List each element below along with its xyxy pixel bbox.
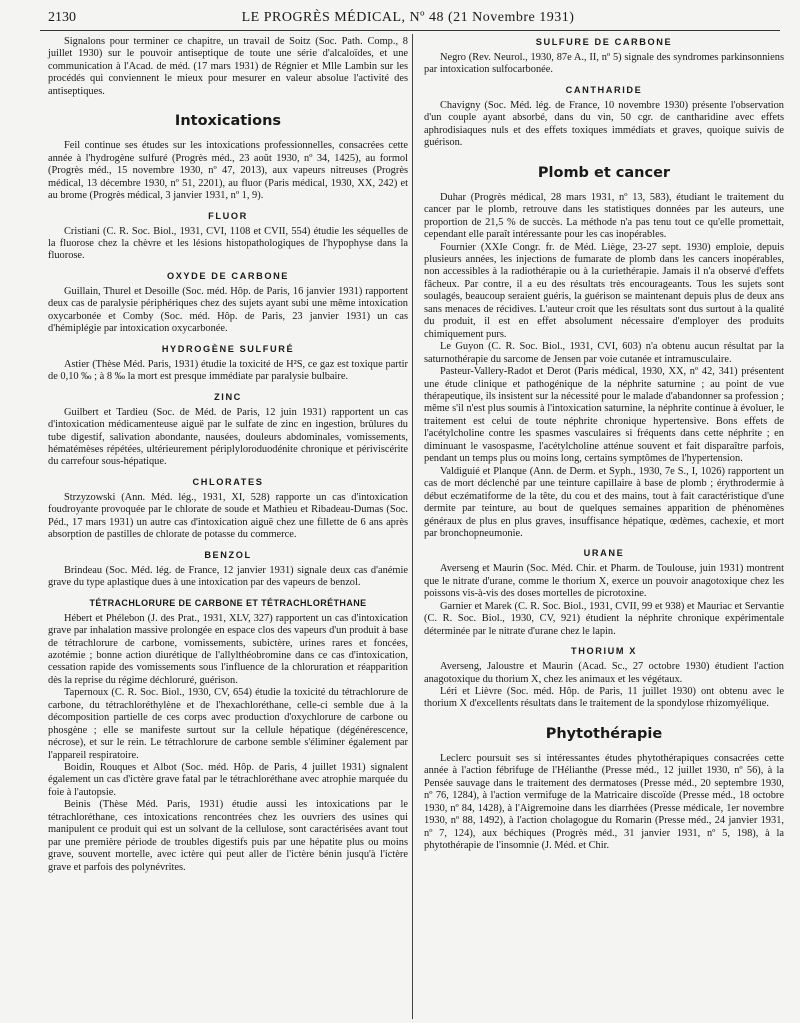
page-number: 2130 [48, 10, 76, 25]
subhead-chlorates: CHLORATES [192, 476, 264, 487]
subhead-cantharide: CANTHARIDE [565, 84, 643, 95]
intoxications-paragraph: Feil continue ses études sur les intoxications professionnelles, consacrées cette année à l'hydrogène sulfuré (Progrès méd., 23 août 1930, nº 34, 1425), au formol (Progrès méd., 15 novembre 1930, nº 47, 2013), aux vapeurs nitreuses (Progrès médical, 13 décembre 1930, nº 51, 2201), au fluor (Paris médical, 1930, XX, 242) et au brome (Progrès médical, 3 janvier 1931, nº 1, 9). [48, 140, 408, 202]
tetrachlorure-paragraph-2: Tapernoux (C. R. Soc. Biol., 1930, CV, 654) étudie la toxicité du tétrachlorure de carbone, du tétrachloréthylène et de l'hexachloréthane, celle-ci semble due à la décomposition partielle de ces corps avec production d'oxychlorure de carbone ou phosgène ; elle se manifeste surtout sur la cellule hépatique (dégénérescence, nécrose), et sur le rein. Le tétrachlorure de carbone semble s'éliminer également par l'appareil respiratoire. [48, 687, 408, 761]
subhead-benzol: BENZOL [204, 549, 252, 560]
journal-title: LE PROGRÈS MÉDICAL, Nº 48 (21 Novembre 1931) [241, 10, 575, 25]
section-title-intoxications: Intoxications [174, 113, 282, 130]
intro-paragraph: Signalons pour terminer ce chapitre, un travail de Soitz (Soc. Path. Comp., 8 juillet 1930) sur le pouvoir antiseptique de toute une série d'alcaloïdes, et une communication à l'Acad. de méd. (17 mars 1931) de Régnier et Mlle Lambin sur les procédés qui conviennent le mieux pour mesurer en valeur absolue l'activité des antiseptiques. [48, 36, 408, 97]
subhead-hydrogene-sulfure: HYDROGÈNE SULFURÉ [161, 343, 295, 354]
left-column [48, 36, 408, 874]
thorium-paragraph-1: Averseng, Jaloustre et Maurin (Acad. Sc., 27 octobre 1930) étudient l'action anagotoxique du thorium X, chez les animaux et les végétaux. [424, 661, 784, 685]
plomb-paragraph-3: Le Guyon (C. R. Soc. Biol., 1931, CVI, 603) n'a obtenu aucun résultat par la saturnothérapie du sarcome de Jensen par voie cutanée et intramusculaire. [424, 341, 784, 365]
header-rule [40, 30, 780, 31]
plomb-paragraph-1: Duhar (Progrès médical, 28 mars 1931, nº 13, 583), étudiant le traitement du cancer par le plomb, retrouve dans les statistiques données par les auteurs, une proportion de 21,5 % de succès. La méthode n'a pas tenu tout ce qu'elle promettait, cependant elle paraît intéressante pour les cas inopérables. [424, 191, 784, 241]
cantharide-paragraph: Chavigny (Soc. Méd. lég. de France, 10 novembre 1930) présente l'observation d'un couple ayant absorbé, dans du vin, 50 cgr. de cantharidine avec effets aphrodisiaques nuls et des effets toxiques immédiats et graves, quoique suivis de guérison. [424, 99, 784, 149]
tetrachlorure-paragraph-3: Boidin, Rouques et Albot (Soc. méd. Hôp. de Paris, 4 juillet 1931) signalent également un cas d'ictère grave fatal par le tétrachloréthane avec atrophie marquée du foie à l'autopsie. [48, 762, 408, 798]
thorium-paragraph-2: Léri et Lièvre (Soc. méd. Hôp. de Paris, 11 juillet 1930) ont obtenu avec le thorium X d'excellents résultats dans le traitement de la spondylose rhizomyélique. [424, 686, 784, 710]
plomb-paragraph-5: Valdiguié et Planque (Ann. de Derm. et Syph., 1930, 7e S., I, 1026) rapportent un cas de mort déclenché par une teinture capillaire à base de plomb ; érythrodermie à début eczématiforme de la tête, du cou et des mains, tout à fait caractéristique d'une dermite par teinture, au bout de quelques semaines apparition de phénomènes généraux de plus en plus graves, insuffisance hépatique, œdèmes, cachexie, et mort par bronchopneumonie. [424, 465, 784, 539]
subhead-fluor: FLUOR [208, 210, 248, 221]
zinc-paragraph: Guilbert et Tardieu (Soc. de Méd. de Paris, 12 juin 1931) rapportent un cas d'intoxication médicamenteuse aiguë par le sulfate de zinc en ingestion, brûlures du tube digestif, salivation abondante, nausées, douleurs abdominales, vomissements, hématémèses répétées, ultérieurement périplyloroduodénite chronique et périviscérite du carrefour sous-hépatique. [48, 406, 408, 468]
fluor-paragraph: Cristiani (C. R. Soc. Biol., 1931, CVI, 1108 et CVII, 554) étudie les séquelles de la fluorose chez la chèvre et les lésions histopathologiques de l'hypophyse dans la fluorose. [48, 225, 408, 262]
chlorates-paragraph: Strzyzowski (Ann. Méd. lég., 1931, XI, 528) rapporte un cas d'intoxication foudroyante provoquée par le chlorate de soude et Mathieu et Ribadeau-Dumas (Soc. Péd., 17 mars 1931) un autre cas d'intoxication aiguë chez une fillette de 6 ans après absorption de pastilles de chlorate de potasse du commerce. [48, 491, 408, 541]
subhead-urane: URANE [583, 548, 625, 559]
plomb-paragraph-2: Fournier (XXIe Congr. fr. de Méd. Liège, 23-27 sept. 1930) emploie, depuis plusieurs années, les injections de fumarate de plomb dans les cancers inopérables, non accessibles à la radiothérapie ou à la curiethérapie. Jamais il n'a observé d'effets fâcheux. Par contre, il a eu des résultats très encourageants. Tous les sujets sont soulagés, beaucoup seraient guéris, la guérison se maintenant depuis plus de deux ans sans menaces de récidives. L'auteur croit que les résultats sont dus surtout à la qualité du produit, il est en effet absolument nécessaire d'employer des produits chimiquement purs. [424, 241, 784, 340]
hydrogene-sulfure-paragraph: Astier (Thèse Méd. Paris, 1931) étudie la toxicité de H²S, ce gaz est toxique partir de 0,10 ‰ ; à 8 ‰ la mort est presque immédiate par paralysie bulbaire. [48, 358, 408, 383]
tetrachlorure-paragraph-1: Hébert et Phélebon (J. des Prat., 1931, XLV, 327) rapportent un cas d'intoxication grave par inhalation massive prolongée en espace clos des vapeurs d'un produit à base de tétrachlorure de carbone, vomissements, subictère, urines rares et foncées, azotémie ; bonne action diurétique de l'allylthéobromine dans ce cas d'intoxication, cessation rapide des vomissements sous l'influence de la chloruration et réapparition dès la reprise du régime déchloruré, guérison. [48, 612, 408, 686]
tetrachlorure-paragraph-4: Beinis (Thèse Méd. Paris, 1931) étudie aussi les intoxications par le tétrachloréthane, ces intoxications rencontrées chez les ouvriers des usines qui manipulent ce produit qui est un solvant de la cellulose, sont caractérisées avant tout par une première période de troubles digestifs puis par une hépatite plus ou moins grave, souvent mortelle, avec ictère qui peut aller de l'ictère bénin jusqu'à l'ictère grave et parfois des polynévrites. [48, 799, 408, 873]
plomb-paragraph-4: Pasteur-Vallery-Radot et Derot (Paris médical, 1930, XX, nº 42, 341) présentent une étude clinique et pathogénique de la néphrite saturnine ; au point de vue thérapeutique, ils insistent sur la nécessité pour le malade d'abandonner sa profession ; même s'il n'est plus soumis à l'intoxication saturnine, la néphrite continue à évoluer, le traitement est celui de toute néphrite chronique hypertensive. Bons effets de l'acétylcholine contre les spasmes vasculaires si fréquents dans cette néphrite ; en diminuant le vasospasme, l'acétylcholine atténue souvent et fait disparaître parfois, pendant un temps plus ou moins long, certains symptômes de l'hypertension. [424, 366, 784, 465]
sulfure-carbone-paragraph: Negro (Rev. Neurol., 1930, 87e A., II, nº 5) signale des syndromes parkinsonniens par intoxication sulfocarbonée. [424, 52, 784, 76]
urane-paragraph-2: Garnier et Marek (C. R. Soc. Biol., 1931, CVII, 99 et 938) et Mauriac et Servantie (C. R. Soc. Biol., 1930, CV, 921) étudient la néphrite chronique expérimentale déterminée par le nitrate d'urane chez le lapin. [424, 600, 784, 637]
column-divider [412, 34, 413, 1019]
running-header [48, 8, 770, 28]
section-title-phytotherapie: Phytothérapie [545, 725, 663, 742]
benzol-paragraph: Brindeau (Soc. Méd. lég. de France, 12 janvier 1931) signale deux cas d'anémie grave du type aplastique dues à une intoxication par des vapeurs de benzol. [48, 564, 408, 589]
urane-paragraph-1: Averseng et Maurin (Soc. Méd. Chir. et Pharm. de Toulouse, juin 1931) montrent que le nitrate d'urane, comme le thorium X, exerce un pouvoir anagotoxique chez les poissons vis-à-vis des doses mortelles de picrotoxine. [424, 563, 784, 600]
subhead-sulfure-carbone: SULFURE DE CARBONE [535, 37, 673, 47]
subhead-zinc: ZINC [214, 391, 242, 402]
subhead-tetrachlorure: TÉTRACHLORURE DE CARBONE ET TÉTRACHLORÉTHANE [89, 597, 367, 608]
oxyde-carbone-paragraph: Guillain, Thurel et Desoille (Soc. méd. Hôp. de Paris, 16 janvier 1931) rapportent deux cas de paralysie périphériques chez des sujets ayant subi une même intoxication oxycarbonée et Comby (Soc. méd. Hôp. de Paris, 23 janvier 1931) un cas d'hémiplégie par intoxication oxycarbonée. [48, 285, 408, 335]
subhead-thorium-x: THORIUM X [571, 646, 637, 657]
subhead-oxyde-carbone: OXYDE DE CARBONE [166, 270, 290, 281]
right-column [424, 36, 784, 853]
phytotherapie-paragraph: Leclerc poursuit ses si intéressantes études phytothérapiques consacrées cette année à l'action fébrifuge de l'Hélianthe (Presse méd., 12 juillet 1930, nº 56), à la Pensée sauvage dans le traitement des dermatoses (Presse méd., 20 septembre 1930, nº 76, 1284), à l'action vermifuge de la Matricaire discoïde (Presse méd., 18 octobre 1930, nº 84, 1428), à l'Aigremoine dans les diarrhées (Presse médicale, 1er novembre 1930, nº 88, 1492), à l'action cholagogue du Romarin (Presse méd., 24 janvier 1931, nº 7, 124), aux béchiques (Progrès méd., 31 janvier 1931, nº 5, 198), à la phytothérapie de l'insomnie (J. Méd. et Chir. [424, 752, 784, 852]
section-title-plomb-cancer: Plomb et cancer [537, 164, 671, 181]
